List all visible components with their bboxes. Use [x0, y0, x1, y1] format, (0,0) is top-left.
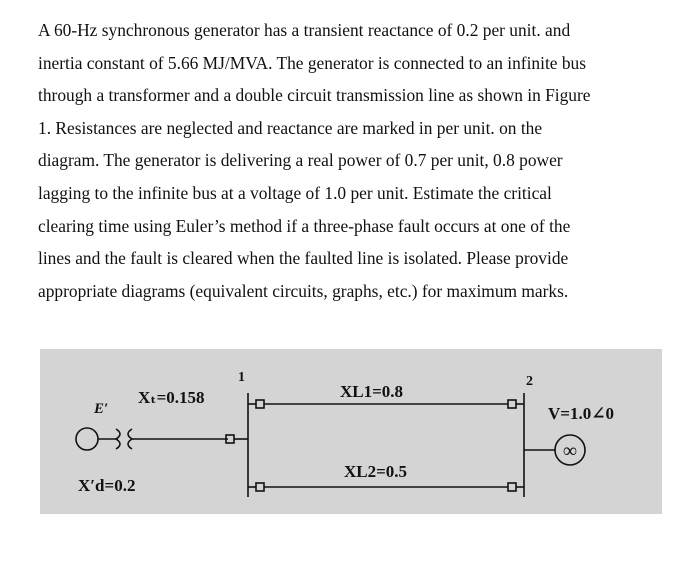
generator-symbol — [76, 428, 98, 450]
problem-line: appropriate diagrams (equivalent circuits, graphs, etc.) for maximum marks. — [38, 280, 569, 301]
problem-line: inertia constant of 5.66 MJ/MVA. The generator is connected to an infinite bus — [38, 52, 587, 73]
xl1-label: XL1=0.8 — [340, 382, 404, 401]
breaker-line2-bus1 — [256, 483, 264, 491]
emf-label: E′ — [94, 401, 109, 417]
breaker-line2-bus2 — [508, 483, 516, 491]
one-line-diagram — [40, 349, 662, 514]
bus-1-label: 1 — [238, 370, 245, 385]
problem-statement — [38, 14, 678, 307]
problem-line: clearing time using Euler’s method if a three-phase fault occurs at one of the — [38, 215, 571, 236]
xl2-label: XL2=0.5 — [344, 462, 408, 481]
xt-label: Xₜ=0.158 — [138, 388, 205, 407]
problem-line: lagging to the infinite bus at a voltage of 1.0 per unit. Estimate the critical — [38, 182, 552, 203]
problem-line: 1. Resistances are neglected and reactance are marked in per unit. on the — [38, 117, 543, 138]
bus-2-label: 2 — [526, 374, 533, 389]
circuit-figure — [40, 349, 662, 514]
voltage-label: V=1.0∠0 — [548, 404, 614, 423]
breaker-line1-bus2 — [508, 400, 516, 408]
problem-line: lines and the fault is cleared when the faulted line is isolated. Please provide — [38, 248, 569, 269]
xd-label: X′d=0.2 — [78, 476, 136, 495]
infinite-symbol: ∞ — [562, 440, 578, 462]
problem-line: through a transformer and a double circuit transmission line as shown in Figure — [38, 85, 591, 106]
breaker-line1-bus1 — [256, 400, 264, 408]
problem-line: diagram. The generator is delivering a real power of 0.7 per unit, 0.8 power — [38, 150, 563, 171]
problem-line: A 60-Hz synchronous generator has a transient reactance of 0.2 per unit. and — [38, 20, 571, 40]
